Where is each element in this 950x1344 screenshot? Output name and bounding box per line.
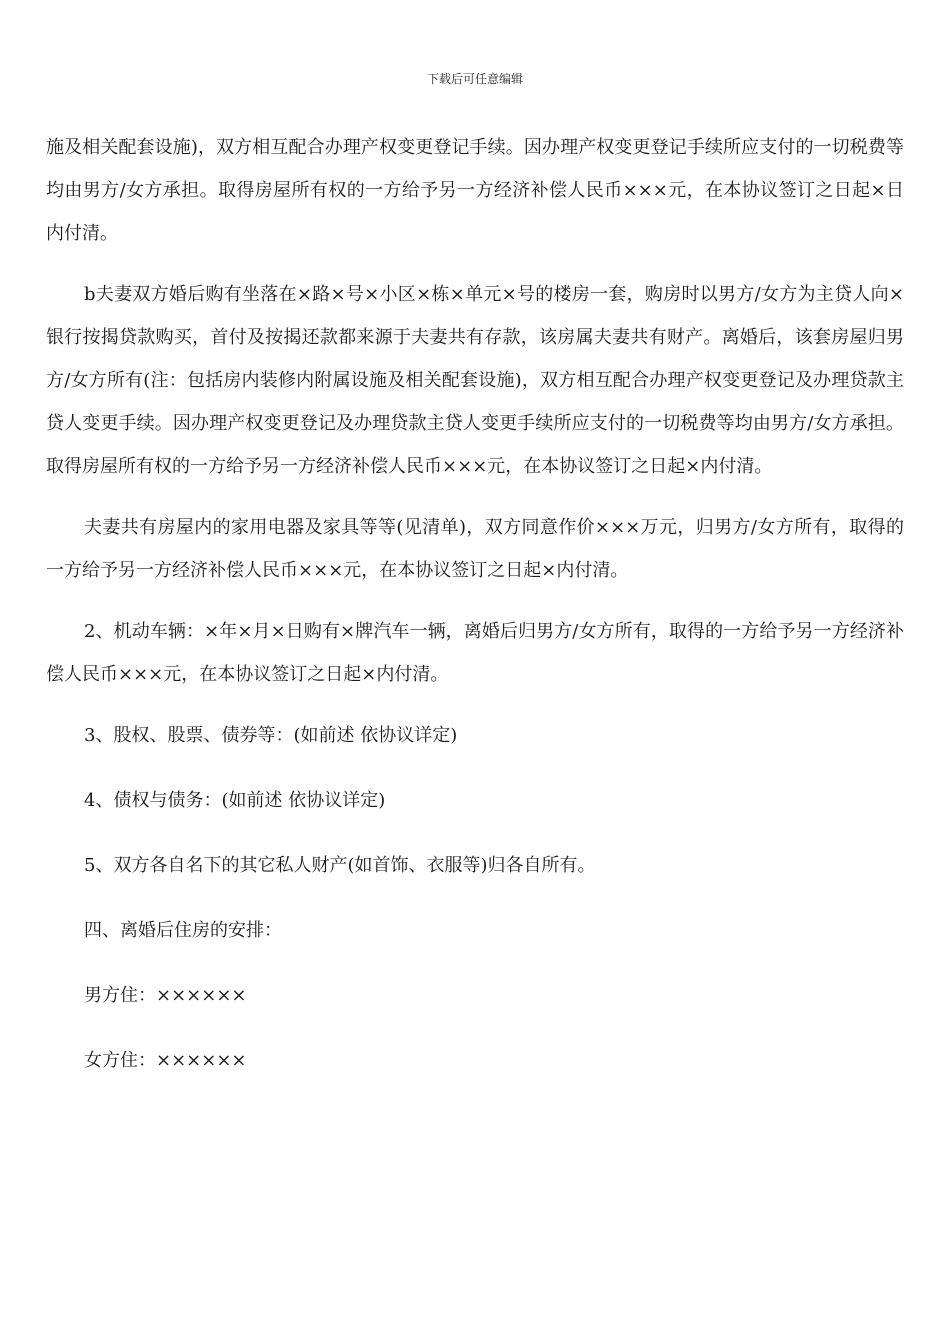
paragraph-female-residence: 女方住：×××××× [84, 1050, 247, 1071]
page-header: 下载后可任意编辑 [426, 72, 523, 86]
paragraph-vehicle: 2、机动车辆：×年×月×日购有×牌汽车一辆，离婚后归男方/女方所有，取得的一方给予另一方经济补偿人民币×××元，在本协议签订之日起×内付清。 [46, 621, 904, 685]
paragraph-house-a-continued: 施及相关配套设施)，双方相互配合办理产权变更登记手续。因办理产权变更登记手续所应支付的一切税费等均由男方/女方承担。取得房屋所有权的一方给予另一方经济补偿人民币×××元，在本协议签订之日起×日内付清。 [46, 137, 904, 244]
paragraph-debts: 4、债权与债务：(如前述 依协议详定) [84, 790, 386, 811]
paragraph-male-residence: 男方住：×××××× [84, 985, 247, 1006]
document-body [46, 126, 904, 1104]
section-heading-housing: 四、离婚后住房的安排： [84, 920, 282, 941]
paragraph-appliances: 夫妻共有房屋内的家用电器及家具等等(见清单)，双方同意作价×××万元，归男方/女方所有，取得的一方给予另一方经济补偿人民币×××元，在本协议签订之日起×内付清。 [46, 517, 904, 581]
paragraph-private-property: 5、双方各自名下的其它私人财产(如首饰、衣服等)归各自所有。 [84, 855, 596, 876]
paragraph-stocks: 3、股权、股票、债券等：(如前述 依协议详定) [84, 725, 458, 746]
paragraph-house-b: b夫妻双方婚后购有坐落在×路×号×小区×栋×单元×号的楼房一套，购房时以男方/女方为主贷人向×银行按揭贷款购买，首付及按揭还款都来源于夫妻共有存款，该房属夫妻共有财产。离婚后，该套房屋归男方/女方所有(注：包括房内装修内附属设施及相关配套设施)，双方相互配合办理产权变更登记及办理贷款主贷人变更手续。因办理产权变更登记及办理贷款主贷人变更手续所应支付的一切税费等均由男方/女方承担。取得房屋所有权的一方给予另一方经济补偿人民币×××元，在本协议签订之日起×内付清。 [46, 284, 904, 477]
